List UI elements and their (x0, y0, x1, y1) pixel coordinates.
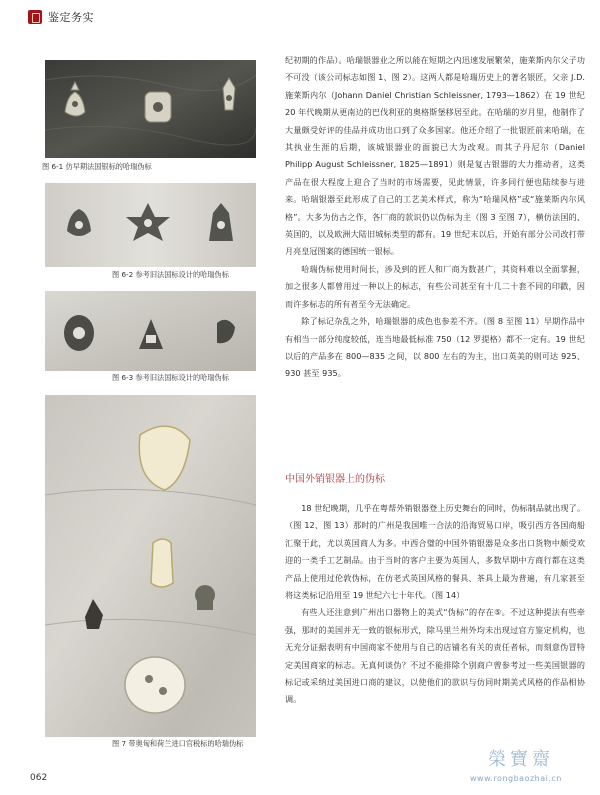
figure-6-1-photo (45, 60, 256, 158)
paragraph: 哈瑞伪标使用时间长，涉及到的匠人和厂商为数甚广，其资料难以全面掌握，加之很多人都曾用过一种以上的标志，有些公司甚至有十几二十套不同的印戳，因而许多标志的所有者至今无法确定。 (285, 263, 585, 309)
figure-7-photo (45, 395, 256, 737)
figure-6-3-photo (45, 291, 256, 371)
silver-hallmark-photo-icon (45, 395, 256, 737)
section-heading: 中国外销银器上的伪标 (285, 474, 385, 485)
figure-6-3-caption: 图 6-3 参考旧法国标设计的哈瑞伪标 (112, 373, 229, 382)
page-number: 062 (30, 773, 48, 783)
watermark-logo: 榮寶齋 (488, 749, 554, 770)
watermark-url: www.rongbaozhai.cn (470, 774, 562, 783)
silver-hallmark-photo-icon (45, 291, 256, 371)
body-text-bottom (285, 500, 585, 709)
figure-6-2-photo (45, 183, 256, 267)
figure-6-1-caption: 图 6-1 仿早期法国银标的哈瑞伪标 (42, 162, 152, 171)
figure-7-caption: 图 7 带奥匈和荷兰进口官税标的哈瑞伪标 (112, 739, 244, 748)
section-logo-icon (28, 10, 42, 24)
paragraph: 除了标记杂乱之外，哈瑞银器的成色也参差不齐。（图 8 至图 11）早期作品中有相当一部分纯度较低，连当地最低标准 750（12 罗提格）都不一定有。19 世纪以后的产品多在 800—835 之间，以 800 左右的为主，出口英美的则可达 925、930 甚至 935。 (285, 316, 585, 379)
page-header (0, 0, 600, 30)
body-text-top (285, 52, 585, 383)
figure-6-2-caption: 图 6-2 参考旧法国标设计的哈瑞伪标 (112, 270, 229, 279)
paragraph: 纪初期的作品）。哈瑞银器业之所以能在短期之内迅速发展繁荣，施莱斯内尔父子功不可没（该公司标志如图 1、图 2）。这两人都是哈瑞历史上的著名银匠，父亲 J.D. 施莱斯内尔（Johann Daniel Christian Schleissner, 1793—1862）在 19 世纪 20 年代晚期从更南边的巴伐利亚的奥格斯堡移居至此。在哈瑞的岁月里，他制作了大量颇受好评的佳品并成功出口到了众多国家。他还介绍了一批银匠前来哈瑞，在其执业生涯的后期，该城银器业的面貌已大为改观。而其子丹尼尔（Daniel Philipp August Schleissner, 1825—1891）则是复古银器的大力推动者，这类产品在很大程度上迎合了当时的市场需要，见此情景，许多同行便也陆续参与进来。哈瑞银器至此形成了自己的工艺美术样式，称为“哈瑞风格”或“施莱斯内尔风格”。大多为仿古之作，各厂商的款识仍以伪标为主（图 3 至图 7），横仿法国的、英国的，以及欧洲大陆旧城标类型的都有。19 世纪末以后，开始有部分公司改打带月亮皇冠图案的德国统一银标。 (285, 55, 585, 257)
paragraph: 有些人还注意到广州出口器物上的美式“伪标”的存在⑤。不过这种提法有些牵强，那时的美国并无一致的银标形式，除马里兰州外均未出现过官方鉴定机构，也无充分证据表明有中国商家不使用与自己的店铺名有关的责任者标，而刻意伪冒特定美国商家的标志。无真何谈伪？不过不能排除个别商户曾参考过一些美国银器的标记或采纳过美国进口商的建议，以使他们的款识与仿同时期美式风格的作品相协调。 (285, 607, 585, 705)
paragraph: 18 世纪晚期，几乎在粤帮外销银器登上历史舞台的同时，伪标制品就出现了。（图 12、图 13）那时的广州是我国唯一合法的沿海贸易口岸，吸引西方各国商船汇聚于此，尤以英国商人为多。中西合璧的中国外销银器是众多出口货物中颇受欢迎的一类手工艺制品。由于当时的客户主要为英国人，多数早期中方商行都在这类产品上使用过伦敦伪标，在仿老式英国风格的餐具、茶具上最为普遍，有几家甚至将这类标记沿用至 19 世纪六七十年代。（图 14） (285, 503, 585, 601)
section-title: 鉴定务实 (48, 11, 94, 24)
silver-hallmark-photo-icon (45, 60, 256, 158)
silver-hallmark-photo-icon (45, 183, 256, 267)
